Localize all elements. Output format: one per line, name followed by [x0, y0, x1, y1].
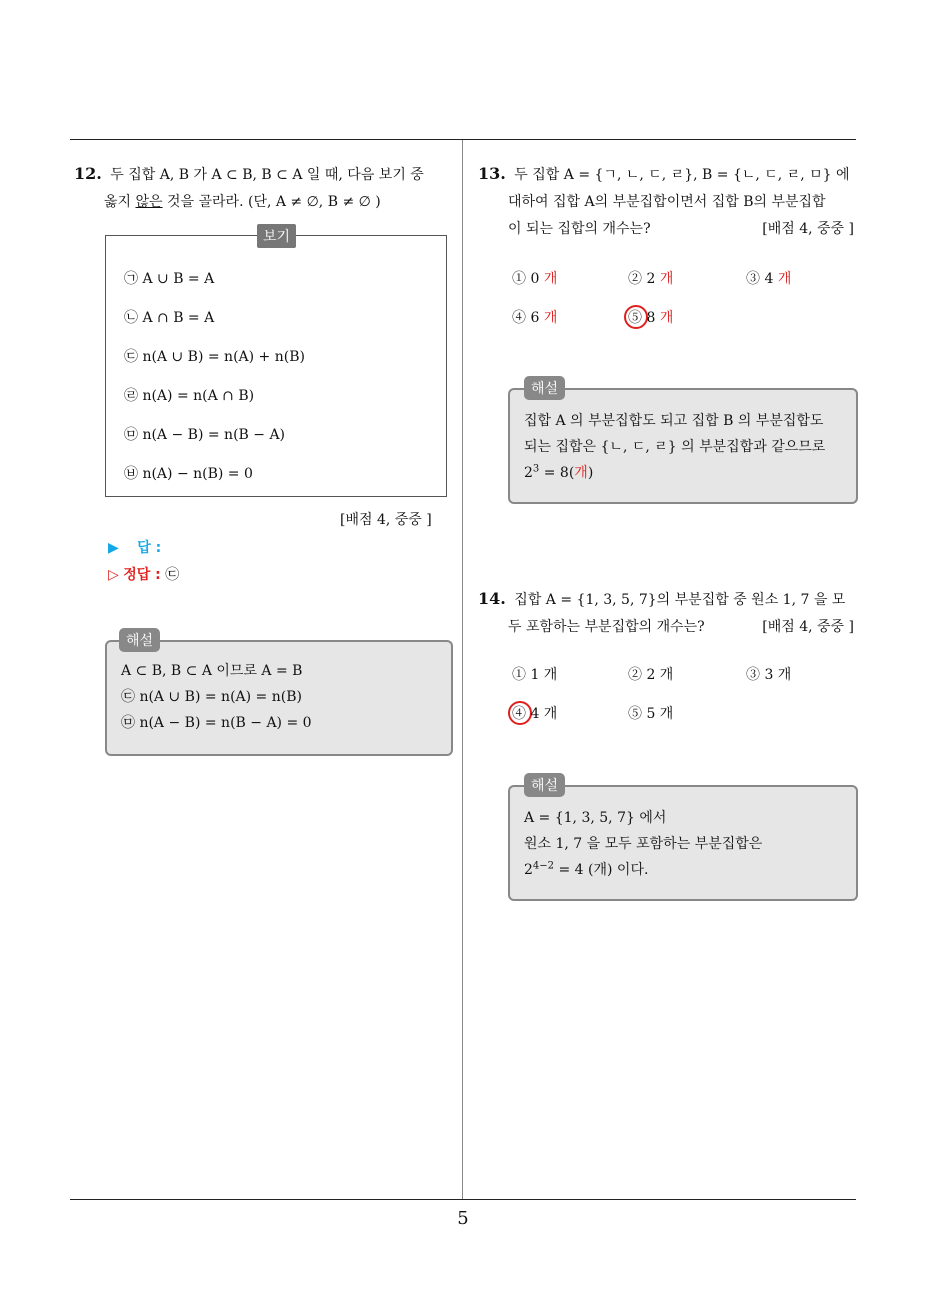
q14-score: [배점 4, 중중 ] — [762, 619, 854, 635]
q13-choice-5-unit: 개 — [659, 310, 674, 326]
q12-score: [배점 4, 중중 ] — [340, 512, 432, 528]
correct-value: ㉢ — [165, 567, 180, 583]
bogi-box — [105, 229, 447, 497]
q13-haesol-end: ) — [587, 465, 594, 481]
q12-line2 — [74, 189, 459, 216]
q14-haesol-line1: A = {1, 3, 5, 7} 에서 — [524, 810, 667, 826]
q14-choice-4-num: ④ — [512, 706, 526, 722]
question-12 — [74, 160, 459, 216]
answer-arrow-icon: ▶ — [108, 540, 119, 556]
question-14 — [478, 585, 858, 641]
q14-haesol-line2: 원소 1, 7 을 모두 포함하는 부분집합은 — [524, 836, 763, 852]
q14-choice-1-num: ① — [512, 667, 526, 683]
q14-haesol-exp: 4−2 — [532, 860, 555, 872]
q13-choice-1-num: ① — [512, 271, 526, 287]
answer-label: 답 : — [137, 540, 162, 556]
q13-score: [배점 4, 중중 ] — [762, 221, 854, 237]
q14-number: 14. — [478, 589, 506, 608]
q13-choice-1-unit: 개 — [543, 271, 558, 287]
q12-underlined: 않은 — [135, 194, 163, 210]
bogi-item-6: ㉥ n(A) − n(B) = 0 — [124, 466, 253, 482]
top-rule — [70, 139, 856, 140]
bogi-item-3: ㉢ n(A ∪ B) = n(A) + n(B) — [124, 349, 305, 365]
q14-choice-3-text: 3 개 — [764, 667, 792, 683]
q13-choice-4-unit: 개 — [543, 310, 558, 326]
q13-choice-3-val: 4 — [764, 271, 774, 287]
q14-haesol-box — [508, 778, 858, 901]
q12-text-1: 두 집합 A, B 가 A ⊂ B, B ⊂ A 일 때, 다음 보기 중 — [110, 167, 424, 183]
q13-choice-4-val: 6 — [530, 310, 540, 326]
q13-choice-2-val: 2 — [646, 271, 656, 287]
q13-choice-5-num: ⑤ — [628, 310, 642, 326]
q14-haesol-rest: = 4 (개) 이다. — [554, 862, 649, 878]
bottom-rule — [70, 1199, 856, 1200]
q13-choice-4-num: ④ — [512, 310, 526, 326]
q14-choice-2[interactable] — [628, 664, 673, 684]
q13-choice-2[interactable] — [628, 268, 673, 288]
bogi-item-4: ㉣ n(A) = n(A ∩ B) — [124, 388, 255, 404]
q13-haesol-mid: = 8( — [539, 465, 575, 481]
q14-haesol-base: 2 — [524, 862, 533, 878]
q13-haesol-exp: 3 — [532, 463, 540, 475]
q13-choice-2-num: ② — [628, 271, 642, 287]
q14-choice-3[interactable] — [746, 664, 791, 684]
q12-haesol-line2: ㉢ n(A ∪ B) = n(A) = n(B) — [121, 689, 302, 705]
q14-text-1: 집합 A = {1, 3, 5, 7}의 부분집합 중 원소 1, 7 을 모 — [514, 592, 846, 608]
q13-haesol-line2: 되는 집합은 {ㄴ, ㄷ, ㄹ} 의 부분집합과 같으므로 — [524, 439, 826, 455]
q13-choice-1-val: 0 — [530, 271, 540, 287]
q14-haesol-label: 해설 — [524, 773, 565, 797]
correct-row — [108, 564, 179, 584]
correct-arrow-icon: ▷ — [108, 567, 119, 583]
q13-choice-3-unit: 개 — [777, 271, 792, 287]
page-number: 5 — [457, 1208, 469, 1229]
q13-haesol-base: 2 — [524, 465, 533, 481]
q13-number: 13. — [478, 164, 506, 183]
q12-line1 — [74, 160, 459, 189]
q13-choice-5-val: 8 — [646, 310, 656, 326]
q12-haesol-box — [105, 633, 453, 756]
bogi-item-2: ㉡ A ∩ B = A — [124, 310, 215, 326]
question-13 — [478, 160, 858, 243]
q14-choice-2-text: 2 개 — [646, 667, 674, 683]
q13-choice-2-unit: 개 — [659, 271, 674, 287]
q14-choice-1[interactable] — [512, 664, 557, 684]
column-divider — [462, 140, 463, 1200]
q14-choice-3-num: ③ — [746, 667, 760, 683]
q13-haesol-unit: 개 — [574, 465, 588, 481]
answer-row — [108, 537, 161, 557]
correct-label: 정답 : — [123, 567, 161, 583]
q13-haesol-line3 — [524, 462, 593, 482]
q13-haesol-line1: 집합 A 의 부분집합도 되고 집합 B 의 부분집합도 — [524, 413, 824, 429]
bogi-item-5: ㉤ n(A − B) = n(B − A) — [124, 427, 286, 443]
q13-choice-3[interactable] — [746, 268, 791, 288]
q12-haesol-line1: A ⊂ B, B ⊂ A 이므로 A = B — [121, 663, 303, 679]
q12-number: 12. — [74, 164, 102, 183]
q14-line1 — [478, 585, 858, 614]
q14-haesol-line3 — [524, 859, 648, 879]
q13-choice-1[interactable] — [512, 268, 557, 288]
q14-text-2: 두 포함하는 부분집합의 개수는? — [508, 619, 705, 635]
bogi-label: 보기 — [257, 224, 296, 248]
q13-line1 — [478, 160, 858, 189]
q13-text-2: 대하여 집합 A의 부분집합이면서 집합 B의 부분집합 — [508, 194, 826, 210]
q13-text-3: 이 되는 집합의 개수는? — [508, 221, 651, 237]
q14-choice-4[interactable] — [512, 703, 557, 723]
q12-haesol-label: 해설 — [119, 628, 160, 652]
q14-choice-4-text: 4 개 — [530, 706, 558, 722]
q12-haesol-line3: ㉤ n(A − B) = n(B − A) = 0 — [121, 715, 312, 731]
q12-text-2b: 것을 골라라. (단, A ≠ ∅, B ≠ ∅ ) — [162, 194, 381, 210]
q13-haesol-label: 해설 — [524, 376, 565, 400]
q12-text-2a: 옳지 — [104, 194, 136, 210]
bogi-item-1: ㉠ A ∪ B = A — [124, 271, 215, 287]
q14-choice-2-num: ② — [628, 667, 642, 683]
q13-choice-5[interactable] — [628, 307, 673, 327]
q13-choice-4[interactable] — [512, 307, 557, 327]
q14-line2 — [478, 614, 858, 641]
q14-choice-5[interactable] — [628, 703, 673, 723]
q13-line3 — [478, 216, 858, 243]
q13-haesol-box — [508, 381, 858, 504]
q13-choice-3-num: ③ — [746, 271, 760, 287]
q14-choice-5-num: ⑤ — [628, 706, 642, 722]
q14-choice-1-text: 1 개 — [530, 667, 558, 683]
q13-text-1: 두 집합 A = {ㄱ, ㄴ, ㄷ, ㄹ}, B = {ㄴ, ㄷ, ㄹ, ㅁ} 에 — [514, 167, 850, 183]
q14-choice-5-text: 5 개 — [646, 706, 674, 722]
